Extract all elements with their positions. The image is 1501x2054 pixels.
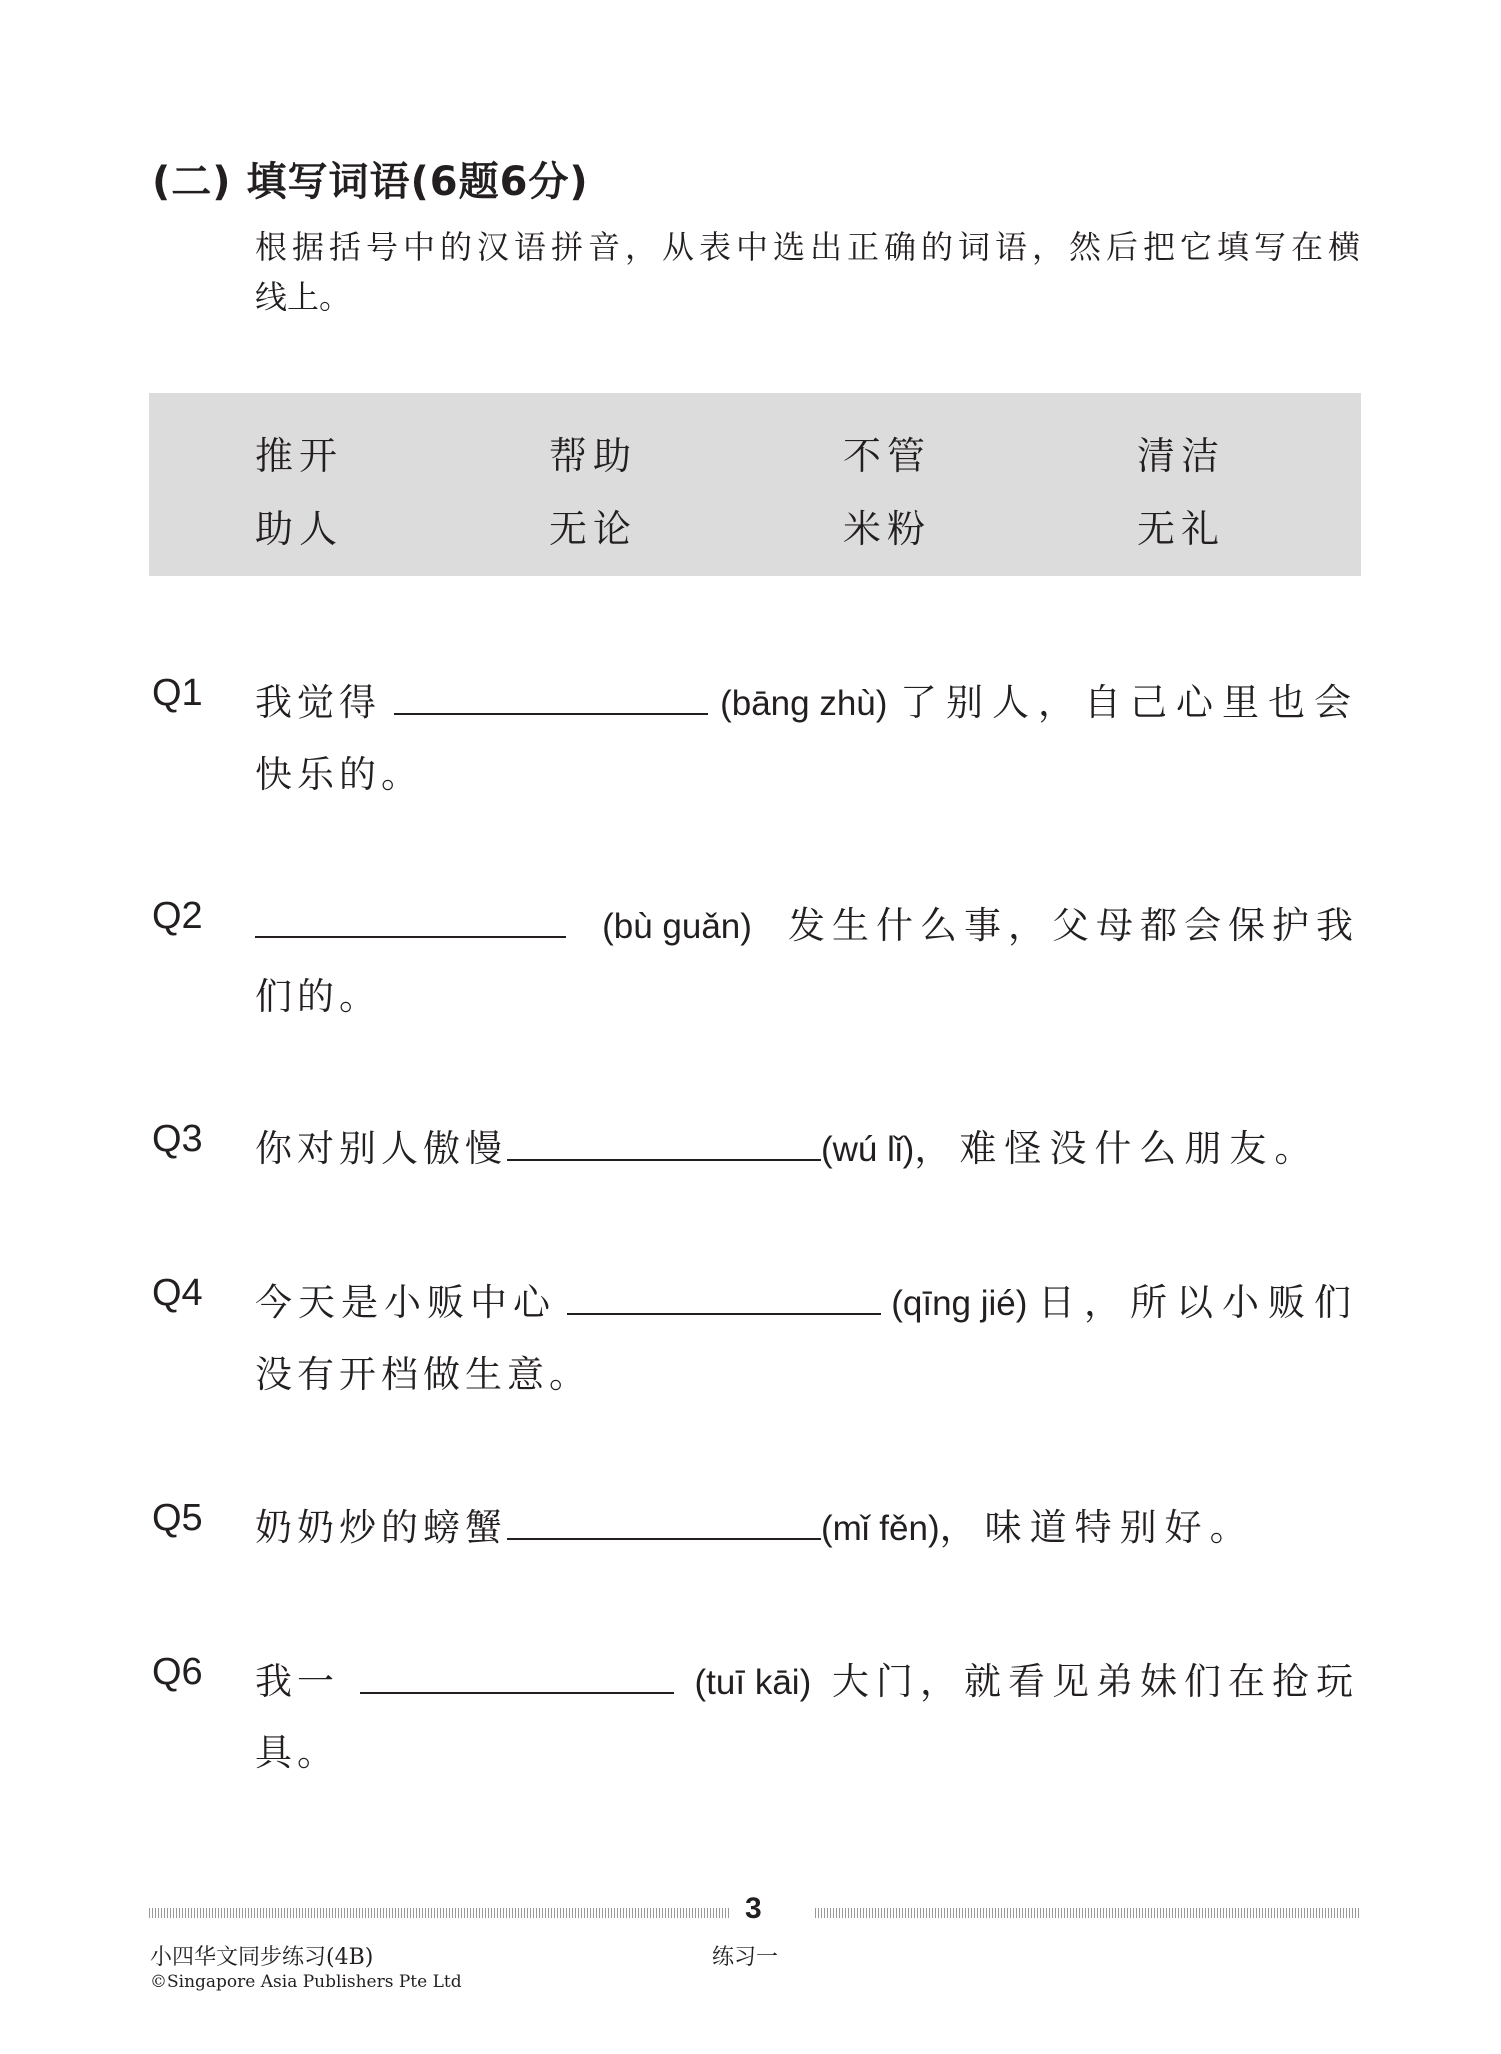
question-1-line-1 xyxy=(255,672,1360,726)
answer-blank[interactable] xyxy=(255,902,566,938)
question-label: Q1 xyxy=(152,672,203,714)
answer-blank[interactable] xyxy=(394,679,708,715)
question-label: Q2 xyxy=(152,895,203,937)
pinyin-hint: (mǐ fěn) xyxy=(821,1509,940,1548)
chapter-label: 练习一 xyxy=(712,1945,779,1970)
word-bank-item: 无论 xyxy=(549,507,638,551)
answer-blank[interactable] xyxy=(507,1125,821,1161)
pinyin-hint: (qīng jié) xyxy=(891,1284,1028,1323)
question-5-line-1 xyxy=(255,1497,1360,1551)
question-label: Q5 xyxy=(152,1497,203,1539)
question-label: Q3 xyxy=(152,1118,203,1160)
pinyin-hint: (bāng zhù) xyxy=(720,684,888,723)
question-label: Q6 xyxy=(152,1651,203,1693)
question-text: 了别人，自己心里也会 xyxy=(899,681,1360,724)
word-bank-item: 无礼 xyxy=(1137,507,1226,551)
word-bank-item: 帮助 xyxy=(549,434,638,478)
question-text: 我一 xyxy=(255,1660,339,1703)
question-text: ，难怪没什么朋友。 xyxy=(914,1127,1320,1170)
question-4-line-2: 没有开档做生意。 xyxy=(255,1353,591,1396)
section-title: (二) 填写词语(6题6分) xyxy=(152,159,589,205)
word-bank-item: 推开 xyxy=(255,434,344,478)
word-bank-table xyxy=(149,393,1361,576)
footer-divider-left xyxy=(149,1908,730,1918)
question-2-line-1 xyxy=(255,895,1360,949)
answer-blank[interactable] xyxy=(567,1279,881,1315)
question-text: 大门，就看见弟妹们在抢玩 xyxy=(832,1660,1360,1703)
word-bank-item: 助人 xyxy=(255,507,344,551)
word-bank-item: 清洁 xyxy=(1137,434,1226,478)
question-6-line-1 xyxy=(255,1651,1360,1705)
pinyin-hint: (bù guǎn) xyxy=(602,907,752,946)
question-text: 日，所以小贩们 xyxy=(1038,1281,1360,1324)
page-number: 3 xyxy=(745,1892,762,1925)
instruction-line-1: 根据括号中的汉语拼音，从表中选出正确的词语，然后把它填写在横 xyxy=(255,228,1360,266)
question-text: 发生什么事，父母都会保护我 xyxy=(787,904,1360,947)
question-4-line-1 xyxy=(255,1272,1360,1326)
question-text: 你对别人傲慢 xyxy=(255,1127,507,1170)
question-2-line-2: 们的。 xyxy=(255,975,381,1018)
question-1-line-2: 快乐的。 xyxy=(255,753,423,796)
question-text: 奶奶炒的螃蟹 xyxy=(255,1506,507,1549)
word-bank-item: 不管 xyxy=(843,434,932,478)
word-bank-item: 米粉 xyxy=(843,507,932,551)
copyright: ©Singapore Asia Publishers Pte Ltd xyxy=(150,1972,462,1992)
instruction-line-2: 线上。 xyxy=(255,278,352,316)
footer-divider-right xyxy=(815,1908,1361,1918)
question-6-line-2: 具。 xyxy=(255,1731,339,1774)
book-title: 小四华文同步练习(4B) xyxy=(150,1945,374,1970)
question-text: 我觉得 xyxy=(255,681,381,724)
answer-blank[interactable] xyxy=(360,1658,674,1694)
question-text: ，味道特别好。 xyxy=(939,1506,1255,1549)
pinyin-hint: (wú lǐ) xyxy=(821,1130,915,1169)
question-label: Q4 xyxy=(152,1272,203,1314)
pinyin-hint: (tuī kāi) xyxy=(694,1663,812,1702)
question-text: 今天是小贩中心 xyxy=(255,1281,556,1324)
question-3-line-1 xyxy=(255,1118,1360,1172)
answer-blank[interactable] xyxy=(507,1504,821,1540)
